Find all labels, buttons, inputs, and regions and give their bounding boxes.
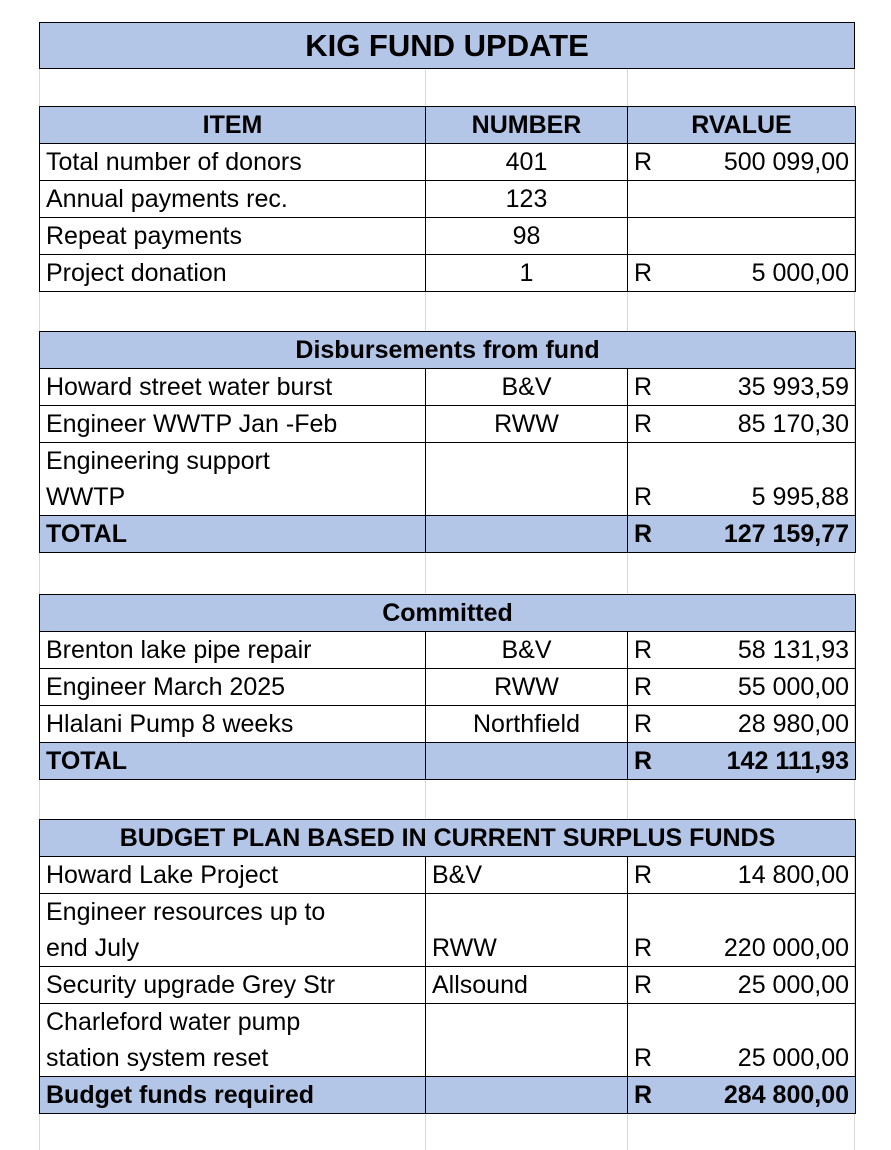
party-cell: B&V bbox=[426, 857, 628, 894]
currency-label: R bbox=[634, 861, 653, 889]
value-cell bbox=[628, 369, 856, 406]
item-cell: Project donation bbox=[40, 255, 426, 292]
total-label: TOTAL bbox=[40, 743, 426, 780]
total-label: TOTAL bbox=[40, 516, 426, 553]
amount: 58 131,93 bbox=[737, 636, 850, 664]
currency-label: R bbox=[634, 636, 653, 664]
amount: 500 099,00 bbox=[723, 148, 849, 176]
value-cell bbox=[628, 967, 856, 1004]
item-cell bbox=[40, 894, 426, 967]
party-cell bbox=[426, 1004, 628, 1077]
total-row bbox=[40, 516, 856, 553]
currency-label: R bbox=[634, 259, 653, 287]
item-cell: Howard Lake Project bbox=[40, 857, 426, 894]
item-cell: Brenton lake pipe repair bbox=[40, 632, 426, 669]
value-cell bbox=[628, 443, 856, 516]
col-header-item: ITEM bbox=[40, 107, 426, 144]
amount: 55 000,00 bbox=[737, 673, 850, 701]
party-cell: RWW bbox=[426, 669, 628, 706]
total-value-cell bbox=[628, 516, 856, 553]
number-cell: 401 bbox=[426, 144, 628, 181]
item-cell: Engineer March 2025 bbox=[40, 669, 426, 706]
amount: 5 995,88 bbox=[751, 483, 849, 511]
amount: 25 000,00 bbox=[737, 971, 850, 999]
section-header: Committed bbox=[40, 595, 856, 632]
value-cell bbox=[628, 406, 856, 443]
currency-label: R bbox=[634, 710, 653, 738]
item-cell: Annual payments rec. bbox=[40, 181, 426, 218]
amount: 127 159,77 bbox=[723, 520, 849, 548]
total-value-cell bbox=[628, 1077, 856, 1114]
section-header: BUDGET PLAN BASED IN CURRENT SURPLUS FUNDS bbox=[40, 820, 856, 857]
summary-table bbox=[39, 106, 856, 292]
value-cell bbox=[628, 218, 856, 255]
table-row bbox=[40, 181, 856, 218]
item-line: Charleford water pump bbox=[46, 1008, 301, 1036]
currency-label: R bbox=[634, 148, 653, 176]
value-cell bbox=[628, 255, 856, 292]
table-row bbox=[40, 706, 856, 743]
table-row bbox=[40, 967, 856, 1004]
currency-label: R bbox=[634, 934, 653, 962]
table-row bbox=[40, 894, 856, 967]
party-cell: B&V bbox=[426, 369, 628, 406]
number-cell: 1 bbox=[426, 255, 628, 292]
table-row bbox=[40, 1004, 856, 1077]
table-row bbox=[40, 443, 856, 516]
budget-header-row bbox=[40, 820, 856, 857]
total-empty bbox=[426, 743, 628, 780]
party-cell: B&V bbox=[426, 632, 628, 669]
total-empty bbox=[426, 1077, 628, 1114]
committed-header-row bbox=[40, 595, 856, 632]
currency-label: R bbox=[634, 747, 653, 775]
value-cell bbox=[628, 1004, 856, 1077]
amount: 284 800,00 bbox=[723, 1081, 850, 1109]
table-row bbox=[40, 218, 856, 255]
party-cell: RWW bbox=[426, 894, 628, 967]
item-cell bbox=[40, 1004, 426, 1077]
item-line: Engineer resources up to bbox=[46, 898, 326, 926]
item-cell: Howard street water burst bbox=[40, 369, 426, 406]
amount: 5 000,00 bbox=[751, 259, 849, 287]
currency-label: R bbox=[634, 1081, 653, 1109]
col-header-rvalue: RVALUE bbox=[628, 107, 856, 144]
sheet-title: KIG FUND UPDATE bbox=[39, 22, 855, 69]
item-cell: Repeat payments bbox=[40, 218, 426, 255]
disbursements-header-row bbox=[40, 332, 856, 369]
number-cell: 98 bbox=[426, 218, 628, 255]
table-row bbox=[40, 369, 856, 406]
value-cell bbox=[628, 632, 856, 669]
value-cell bbox=[628, 857, 856, 894]
table-row bbox=[40, 406, 856, 443]
item-line: station system reset bbox=[46, 1044, 269, 1072]
value-cell bbox=[628, 706, 856, 743]
amount: 25 000,00 bbox=[737, 1044, 850, 1072]
disbursements-table bbox=[39, 331, 856, 553]
party-cell: Allsound bbox=[426, 967, 628, 1004]
item-line: WWTP bbox=[46, 483, 126, 511]
total-label: Budget funds required bbox=[40, 1077, 426, 1114]
section-header: Disbursements from fund bbox=[40, 332, 856, 369]
table-row bbox=[40, 632, 856, 669]
total-empty bbox=[426, 516, 628, 553]
party-cell: RWW bbox=[426, 406, 628, 443]
item-line: Engineering support bbox=[46, 447, 270, 475]
party-cell: Northfield bbox=[426, 706, 628, 743]
value-cell bbox=[628, 181, 856, 218]
value-cell bbox=[628, 894, 856, 967]
table-row bbox=[40, 669, 856, 706]
currency-label: R bbox=[634, 1044, 653, 1072]
committed-table bbox=[39, 594, 856, 780]
amount: 14 800,00 bbox=[737, 861, 850, 889]
total-row bbox=[40, 743, 856, 780]
table-row bbox=[40, 857, 856, 894]
item-cell: Total number of donors bbox=[40, 144, 426, 181]
item-cell: Security upgrade Grey Str bbox=[40, 967, 426, 1004]
item-cell bbox=[40, 443, 426, 516]
item-line: end July bbox=[46, 934, 140, 962]
currency-label: R bbox=[634, 971, 653, 999]
amount: 85 170,30 bbox=[737, 410, 849, 438]
currency-label: R bbox=[634, 483, 653, 511]
party-cell bbox=[426, 443, 628, 516]
currency-label: R bbox=[634, 410, 653, 438]
summary-header-row bbox=[40, 107, 856, 144]
total-value-cell bbox=[628, 743, 856, 780]
value-cell bbox=[628, 669, 856, 706]
table-row bbox=[40, 144, 856, 181]
value-cell bbox=[628, 144, 856, 181]
amount: 220 000,00 bbox=[723, 934, 850, 962]
number-cell: 123 bbox=[426, 181, 628, 218]
amount: 28 980,00 bbox=[737, 710, 850, 738]
total-row bbox=[40, 1077, 856, 1114]
amount: 142 111,93 bbox=[726, 747, 850, 775]
budget-table bbox=[39, 819, 856, 1114]
item-cell: Engineer WWTP Jan -Feb bbox=[40, 406, 426, 443]
currency-label: R bbox=[634, 373, 653, 401]
currency-label: R bbox=[634, 673, 653, 701]
table-row bbox=[40, 255, 856, 292]
amount: 35 993,59 bbox=[737, 373, 849, 401]
col-header-number: NUMBER bbox=[426, 107, 628, 144]
item-cell: Hlalani Pump 8 weeks bbox=[40, 706, 426, 743]
currency-label: R bbox=[634, 520, 653, 548]
